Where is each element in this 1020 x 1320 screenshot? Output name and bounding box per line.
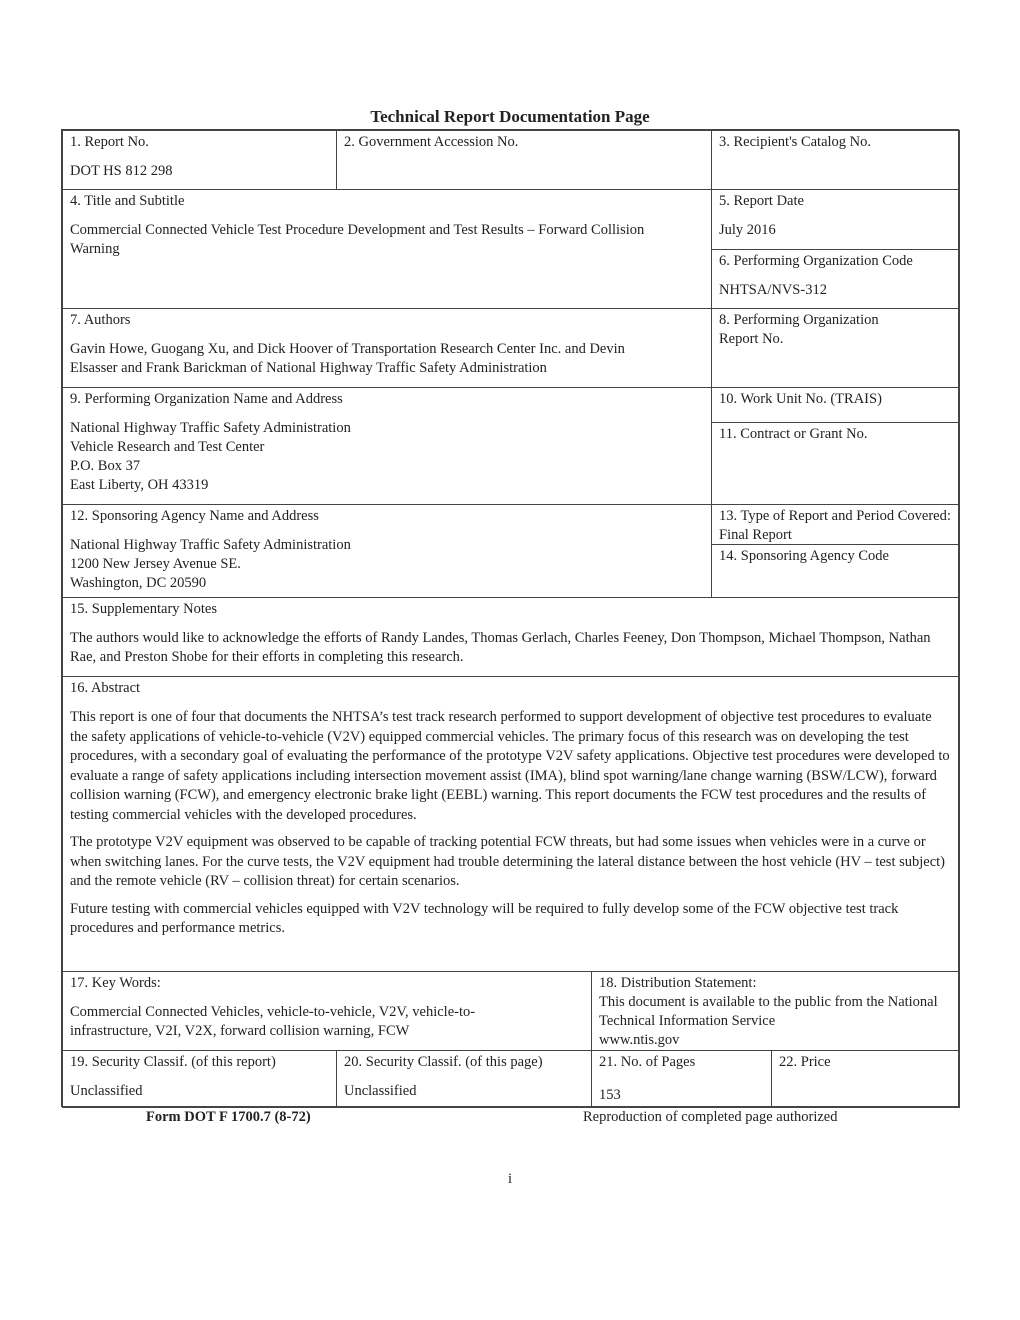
page-title: Technical Report Documentation Page [370,107,650,126]
abstract-paragraph: Future testing with commercial vehicles equipped with V2V technology will be required to fully develop some of the FCW objective test track procedures and performance metrics. [70,900,899,936]
field-performing-organization-report-no [711,308,960,388]
field-contract-or-grant-no [711,422,960,505]
field-title-and-subtitle [62,189,712,309]
field-abstract [62,676,960,972]
field-label: 19. Security Classif. (of this report) [70,1054,276,1070]
abstract-paragraph: This report is one of four that documents the NHTSA’s test track research performed to support development of objective test procedures to evaluate the safety applications of vehicle-to-vehicle (V2V) equipped commercial vehicles. The primary focus of this research was on developing the test procedures, with a secondary goal of evaluating the performance of the prototype V2V safety applications. Objective test procedures were developed to evaluate a range of safety applications including intersection movement assist (IMA), blind spot warning/lane change warning (BSW/LCW), forward collision warning (FCW), and emergency electronic brake light (EEBL) warning. This report documents the FCW test procedures and the results of testing commercial vehicles with the developed procedures. [70,709,950,823]
field-label: 17. Key Words: [70,975,161,991]
field-label: 15. Supplementary Notes [70,601,217,617]
field-label: 3. Recipient's Catalog No. [719,134,872,150]
field-label: 12. Sponsoring Agency Name and Address [70,508,319,524]
field-label: 6. Performing Organization Code [719,253,913,269]
field-no-of-pages [591,1050,772,1108]
field-value: Unclassified [70,1083,143,1099]
field-label: 4. Title and Subtitle [70,193,185,209]
field-security-classif-report [62,1050,337,1108]
field-label: 22. Price [779,1054,831,1070]
abstract-paragraph: The prototype V2V equipment was observed to be capable of tracking potential FCW threats, but had some issues when vehicles were in a curve or when switching lanes. For the curve tests, the V2V equipment had trouble determining the lateral distance between the host vehicle (HV – test subject) and the remote vehicle (RV – collision threat) for certain scenarios. [70,834,946,889]
field-label: 2. Government Accession No. [344,134,519,150]
field-value: DOT HS 812 298 [70,163,173,179]
field-label: 18. Distribution Statement: [599,975,757,991]
field-value: National Highway Traffic Safety Administration Vehicle Research and Test Center P.O. Box 37 East Liberty, OH 43319 [70,420,351,493]
field-key-words [62,971,592,1051]
field-supplementary-notes [62,597,960,677]
reproduction-notice: Reproduction of completed page authorized [583,1109,838,1125]
form-identifier: Form DOT F 1700.7 (8-72) [146,1109,311,1125]
field-report-no [62,130,337,190]
field-performing-organization-code [711,249,960,309]
field-label: 10. Work Unit No. (TRAIS) [719,391,882,407]
field-label: 9. Performing Organization Name and Address [70,391,343,407]
field-recipients-catalog-no [711,130,960,190]
field-label: 20. Security Classif. (of this page) [344,1054,543,1070]
field-label: 7. Authors [70,312,131,328]
field-government-accession-no [336,130,712,190]
field-label: 16. Abstract [70,680,141,696]
field-sponsoring-agency-code [711,544,960,598]
documentation-form [61,129,959,1107]
field-performing-organization-name-address [62,387,712,505]
field-value: Commercial Connected Vehicles, vehicle-to-vehicle, V2V, vehicle-to-infrastructure, V2I, V2X, forward collision warning, FCW [70,1004,476,1039]
field-value: The authors would like to acknowledge the efforts of Randy Landes, Thomas Gerlach, Charles Feeney, Don Thompson, Michael Thompson, Nathan Rae, and Preston Shobe for their efforts in completing this research. [70,630,931,665]
field-label: 21. No. of Pages [599,1054,696,1070]
field-label: 11. Contract or Grant No. [719,426,868,442]
field-sponsoring-agency-name-address [62,504,712,598]
field-value: This document is available to the public from the National Technical Information Service www.ntis.gov [599,994,938,1048]
field-price [771,1050,960,1108]
page-number: i [507,1171,513,1187]
field-authors [62,308,712,388]
field-label: 1. Report No. [70,134,149,150]
field-value: NHTSA/NVS-312 [719,282,827,298]
field-type-of-report [711,504,960,545]
field-value: National Highway Traffic Safety Administration 1200 New Jersey Avenue SE. Washington, DC 20590 [70,537,351,591]
field-distribution-statement [591,971,960,1051]
field-value: Commercial Connected Vehicle Test Procedure Development and Test Results – Forward Collision Warning [70,222,645,257]
field-label: 13. Type of Report and Period Covered: Final Report [719,508,951,543]
field-label: 14. Sponsoring Agency Code [719,548,889,564]
field-value: Unclassified [344,1083,417,1099]
field-label: 8. Performing Organization Report No. [719,312,879,347]
field-report-date [711,189,960,250]
field-value: Gavin Howe, Guogang Xu, and Dick Hoover of Transportation Research Center Inc. and Devin Elsasser and Frank Barickman of National Highway Traffic Safety Administration [70,341,625,376]
field-security-classif-page [336,1050,592,1108]
field-label: 5. Report Date [719,193,804,209]
field-value: 153 [599,1087,621,1103]
field-work-unit-no [711,387,960,423]
field-value: July 2016 [719,222,776,238]
